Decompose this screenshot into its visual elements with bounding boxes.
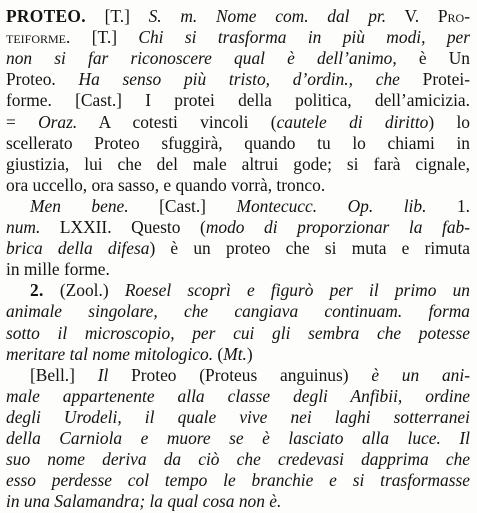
text-segment: è Un bbox=[396, 48, 470, 69]
text-segment: ro bbox=[447, 6, 465, 26]
text-segment: ( bbox=[213, 343, 224, 364]
text-segment: [T.] bbox=[85, 6, 149, 26]
text-segment: degli Urodeli, il quale vive nei laghi sotterranei bbox=[6, 406, 470, 427]
text-segment: num. bbox=[6, 217, 41, 237]
text-segment: Montecucc. Op. lib. bbox=[236, 195, 427, 216]
text-segment: Proteo (Proteus anguinus) bbox=[108, 364, 372, 385]
text-segment: meritare tal nome mitologico. bbox=[6, 343, 214, 364]
text-segment: . [T.] bbox=[66, 27, 139, 48]
text-segment: [Bell.] bbox=[30, 364, 98, 385]
text-segment: A cotesti vincoli ( bbox=[77, 111, 277, 132]
text-segment: cautele di diritto bbox=[276, 111, 429, 132]
text-segment: Proteo. bbox=[6, 69, 79, 90]
text-segment: ) lo bbox=[428, 111, 470, 132]
text-segment: 2. bbox=[30, 280, 44, 301]
text-line bbox=[6, 488, 470, 513]
text-segment: ) è un proteo che si muta e rimuta bbox=[149, 238, 470, 259]
text-segment: brica della difesa bbox=[6, 238, 150, 259]
text-segment: S. m. Nome com. dal pr. bbox=[148, 6, 387, 26]
text-segment: sotto il microscopio, per cui gli sembra che potesse bbox=[6, 322, 470, 343]
text-segment: modo di proporzionar la fab- bbox=[205, 217, 470, 237]
text-segment: = bbox=[6, 111, 39, 132]
text-segment: Ha senso più tristo, d’ordin., che bbox=[78, 69, 400, 90]
text-segment: non si far riconoscere qual è dell’animo, bbox=[6, 48, 397, 69]
text-segment: Oraz. bbox=[38, 111, 78, 132]
text-segment: PROTEO. bbox=[6, 6, 86, 26]
text-segment: male appartenente alla classe degli Anfibii, ordine bbox=[6, 385, 470, 406]
text-segment: della Carniola e muore se è lasciato alla luce. Il bbox=[6, 428, 470, 448]
text-segment: teiforme bbox=[6, 27, 66, 48]
text-segment: Roesel scoprì e figurò per il primo un bbox=[124, 280, 470, 301]
text-segment: LXXII. Questo ( bbox=[40, 217, 206, 237]
text-segment: (Zool.) bbox=[43, 280, 125, 301]
text-segment: V. P bbox=[386, 6, 448, 26]
text-segment: forme. [Cast.] I protei della politica, dell’amicizia. bbox=[6, 90, 470, 111]
text-segment: ora uccello, ora sasso, e quando vorrà, tronco. bbox=[6, 174, 326, 195]
text-segment: scellerato Proteo sfuggirà, quando tu lo chiami in bbox=[6, 132, 470, 153]
text-segment: in una Salamandra; la qual cosa non è. bbox=[6, 491, 282, 512]
text-segment: Men bene. bbox=[30, 195, 129, 216]
text-segment: suo nome deriva da ciò che credevasi dapprima che bbox=[6, 449, 470, 470]
text-segment: ) bbox=[246, 343, 253, 364]
text-segment: animale singolare, che cangiava continuam. forma bbox=[6, 301, 470, 322]
text-segment: Mt. bbox=[223, 343, 247, 364]
text-segment: giustizia, lui che del male altrui gode; si farà cignale, bbox=[6, 153, 470, 174]
text-segment: 1. bbox=[426, 195, 470, 216]
text-segment: Protei- bbox=[399, 69, 470, 90]
text-segment: [Cast.] bbox=[128, 195, 237, 216]
text-segment: esso perdesse col tempo le branchie e si trasformasse bbox=[6, 470, 470, 491]
text-segment: - bbox=[464, 6, 470, 26]
text-segment: Il bbox=[97, 364, 109, 385]
text-segment: Chi si trasforma in più modi, per bbox=[138, 27, 470, 48]
text-segment: in mille forme. bbox=[6, 259, 110, 280]
text-segment: è un ani- bbox=[371, 364, 470, 385]
